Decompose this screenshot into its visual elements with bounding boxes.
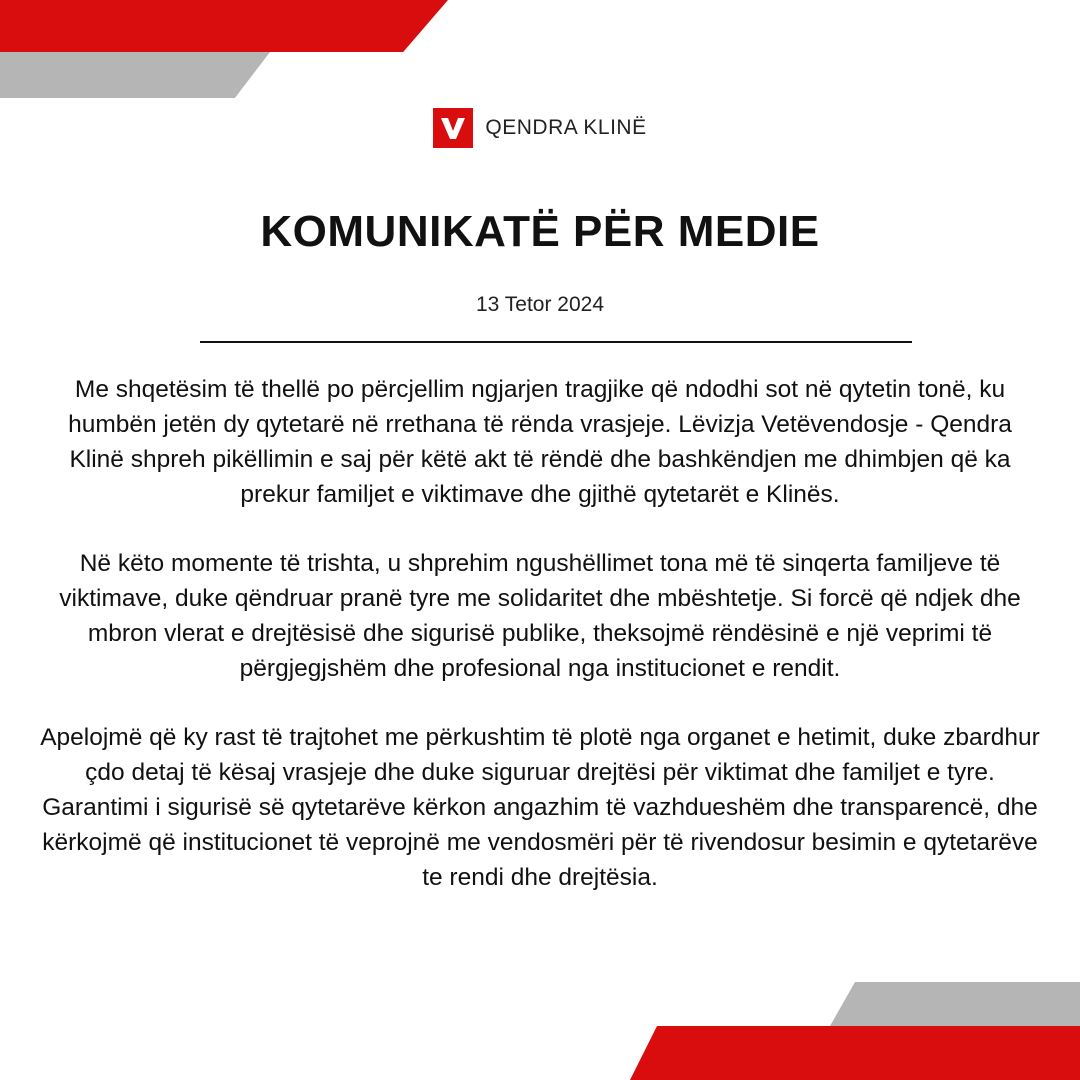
press-release-body [40,372,1040,929]
brand-header [0,108,1080,148]
paragraph: Apelojmë që ky rast të trajtohet me përkushtim të plotë nga organet e hetimit, duke zbardhur çdo detaj të kësaj vrasjeje dhe duke siguruar drejtësi për viktimat dhe familjet e tyre. Garantimi i sigurisë së qytetarëve kërkon angazhim të vazhdueshëm dhe transparencë, dhe kërkojmë që institucionet të veprojnë me vendosmëri për të rivendosur besimin e qytetarëve te rendi dhe drejtësia. [40,724,1040,891]
decorative-gray-stripe-top [0,52,270,98]
release-date: 13 Tetor 2024 [475,293,605,316]
divider [200,341,912,343]
logo-v-glyph [440,115,466,141]
decorative-red-stripe-top [0,0,448,52]
page-title: KOMUNIKATË PËR MEDIE [260,207,820,256]
decorative-red-stripe-bottom [630,1026,1080,1080]
paragraph: Në këto momente të trishta, u shprehim ngushëllimet tona më të sinqerta familjeve të viktimave, duke qëndruar pranë tyre me solidaritet dhe mbështetje. Si forcë që ndjek dhe mbron vlerat e drejtësisë dhe sigurisë publike, theksojmë rëndësinë e një veprimi të përgjegjshëm dhe profesional nga institucionet e rendit. [59,550,1021,682]
vetevendosje-logo-icon [433,108,473,148]
brand-name: QENDRA KLINË [485,116,647,139]
paragraph: Me shqetësim të thellë po përcjellim ngjarjen tragjike që ndodhi sot në qytetin tonë, ku humbën jetën dy qytetarë në rrethana të rënda vrasjeje. Lëvizja Vetëvendosje - Qendra Klinë shpreh pikëllimin e saj për këtë akt të rëndë dhe bashkëndjen me dhimbjen që ka prekur familjet e viktimave dhe gjithë qytetarët e Klinës. [68,376,1012,508]
decorative-gray-stripe-bottom [830,982,1080,1026]
